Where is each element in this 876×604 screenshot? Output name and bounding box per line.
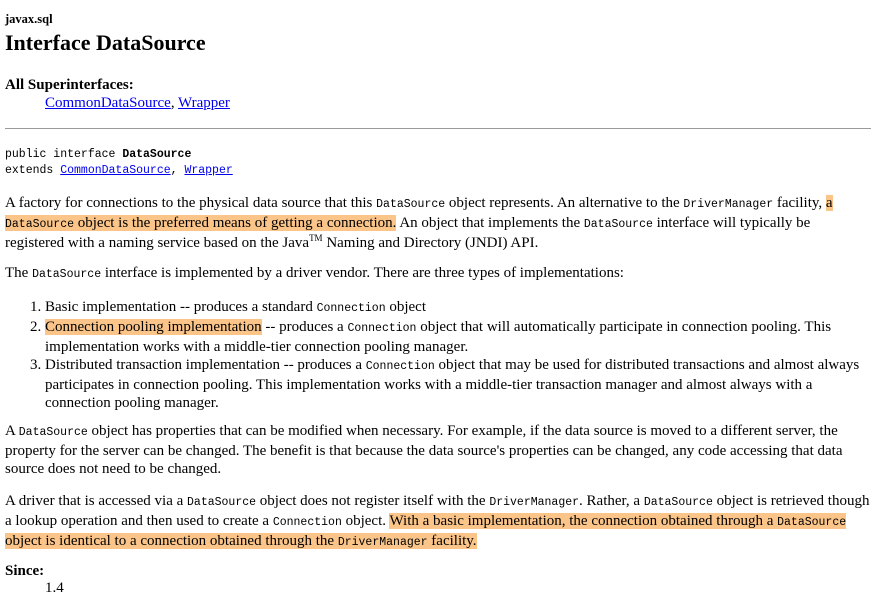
declaration-modifiers: public interface — [5, 148, 123, 161]
declaration-extends: extends — [5, 164, 61, 177]
text: An object that implements the — [396, 215, 584, 231]
text: object does not register itself with the — [256, 493, 490, 509]
list-item — [45, 318, 871, 356]
superinterfaces-label: All Superinterfaces: — [5, 77, 134, 93]
text: With a basic implementation, the connection obtained through a — [389, 513, 778, 529]
code-text: DataSource — [5, 218, 75, 231]
package-name: javax.sql — [5, 12, 53, 26]
text: interface will typically be registered with a naming service based on the Java — [5, 215, 811, 251]
separator: , — [170, 164, 185, 177]
superinterfaces-list — [45, 95, 230, 112]
declaration-line-2 — [5, 163, 233, 179]
text: object is identical to a connection obtained through the — [5, 533, 338, 549]
text: a — [825, 195, 833, 211]
text: object has properties that can be modified when necessary. For example, if the data source is moved to a different server, the property for the server can be changed. The benefit is that because the data source's properties can be changed, any code accessing that data source does not need to be changed. — [5, 423, 843, 477]
code-text: DataSource — [376, 198, 446, 211]
code-text: DataSource — [32, 268, 102, 281]
text: A factory for connections to the physical data source that this — [5, 195, 377, 211]
description-paragraph-4 — [5, 492, 871, 552]
extends-link-commondatasource[interactable]: CommonDataSource — [60, 164, 171, 177]
text: A — [5, 423, 19, 439]
text: object is retrieved though a lookup operation and then used to create a — [5, 493, 870, 529]
text: object that may be used for distributed transactions and almost always participates in connection pooling. This implementation works with a middle-tier transaction manager and almost always with a connection pooling manager. — [45, 357, 860, 411]
extends-link-wrapper[interactable]: Wrapper — [184, 164, 233, 177]
text: object represents. An alternative to the — [445, 195, 684, 211]
text: . Rather, a — [579, 493, 644, 509]
text: The — [5, 265, 33, 281]
text: object that will automatically participate in connection pooling. This implementation works with a middle-tier connection pooling manager. — [45, 319, 832, 355]
text: A driver that is accessed via a — [5, 493, 188, 509]
list-item — [45, 298, 871, 318]
code-text: Connection — [316, 302, 386, 315]
code-text: DataSource — [583, 218, 653, 231]
code-text: DataSource — [187, 496, 257, 509]
text: Basic implementation -- produces a standard — [45, 299, 317, 315]
code-text: DriverManager — [337, 536, 428, 549]
code-text: Connection — [347, 322, 417, 335]
highlighted-text: Connection pooling implementation — [45, 319, 262, 335]
interface-declaration — [5, 147, 233, 179]
divider — [5, 128, 871, 129]
text: facility, — [773, 195, 826, 211]
text: facility. — [427, 533, 477, 549]
text: Distributed transaction implementation -- produces a — [45, 357, 366, 373]
description-paragraph-3 — [5, 422, 871, 478]
text: -- produces a — [261, 319, 348, 335]
text: object is the preferred means of getting a connection. — [74, 215, 397, 231]
text: object. — [341, 513, 390, 529]
code-text: DataSource — [777, 516, 847, 529]
code-text: DataSource — [643, 496, 713, 509]
text: interface is implemented by a driver vendor. There are three types of implementations: — [101, 265, 624, 281]
separator: , — [170, 95, 179, 111]
code-text: DriverManager — [489, 496, 580, 509]
code-text: DataSource — [18, 426, 88, 439]
superinterface-link-commondatasource[interactable]: CommonDataSource — [45, 95, 171, 111]
text: object — [385, 299, 427, 315]
code-text: Connection — [272, 516, 342, 529]
page-title: Interface DataSource — [5, 30, 206, 55]
superinterface-link-wrapper[interactable]: Wrapper — [178, 95, 230, 111]
declaration-line-1 — [5, 147, 233, 163]
declaration-name: DataSource — [122, 148, 192, 161]
since-version: 1.4 — [45, 580, 64, 596]
description-paragraph-2 — [5, 264, 871, 284]
implementation-types-list — [5, 298, 871, 412]
trademark-mark: TM — [309, 233, 323, 243]
list-item — [45, 356, 871, 412]
since-label: Since: — [5, 563, 45, 579]
text: Naming and Directory (JNDI) API. — [322, 235, 539, 251]
description-paragraph-1 — [5, 194, 871, 252]
code-text: DriverManager — [683, 198, 774, 211]
code-text: Connection — [365, 360, 435, 373]
